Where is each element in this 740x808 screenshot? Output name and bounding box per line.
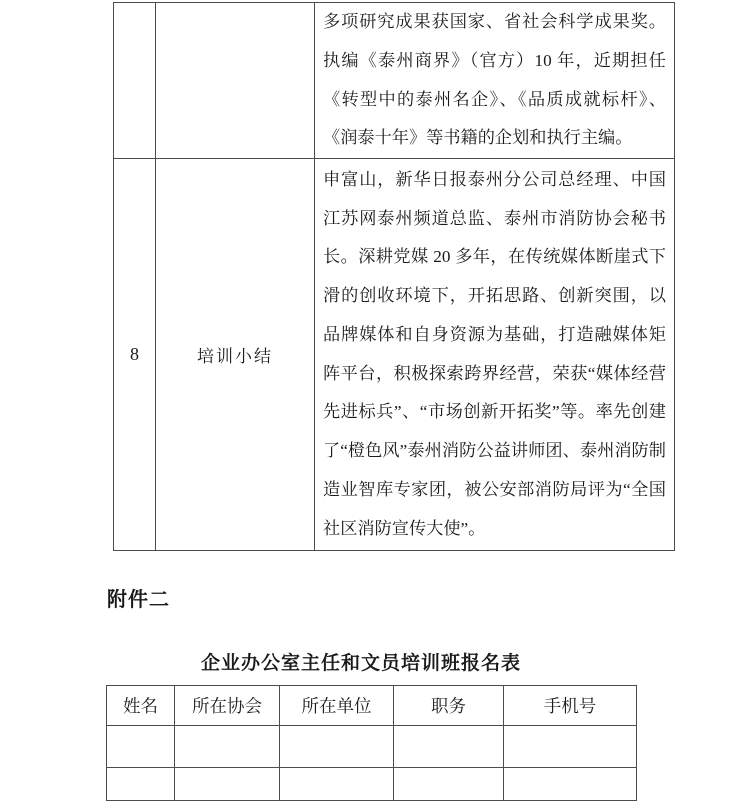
table-row-continued [114,3,675,159]
form-header-row [107,686,637,726]
row-label-cell [156,3,315,159]
training-agenda-table [113,2,675,551]
row-content-cell: 申富山，新华日报泰州分公司总经理、中国江苏网泰州频道总监、泰州市消防协会秘书长。深耕党媒 20 多年，在传统媒体断崖式下滑的创收环境下，开拓思路、创新突围，以品牌媒体和自身资源为基础，打造融媒体矩阵平台，积极探索跨界经营，荣获“媒体经营先进标兵”、“市场创新开拓奖”等。率先创建了“橙色风”泰州消防公益讲师团、泰州消防制造业智库专家团，被公安部消防局评为“全国社区消防宣传大使”。 [315,159,675,551]
registration-form-table [106,685,637,801]
form-header-name: 姓名 [107,686,175,726]
form-header-association: 所在协会 [175,686,280,726]
row-content-cell: 多项研究成果获国家、省社会科学成果奖。执编《泰州商界》（官方）10 年，近期担任《转型中的泰州名企》、《品质成就标杆》、《润泰十年》等书籍的企划和执行主编。 [315,3,675,159]
empty-cell [280,768,394,801]
empty-cell [280,726,394,768]
empty-cell [504,726,637,768]
empty-cell [504,768,637,801]
empty-cell [107,726,175,768]
empty-cell [175,726,280,768]
form-header-position: 职务 [394,686,504,726]
row-number-cell [114,3,156,159]
form-empty-row [107,726,637,768]
row-label-cell: 培训小结 [156,159,315,551]
empty-cell [394,726,504,768]
attachment-heading: 附件二 [107,589,170,611]
form-title: 企业办公室主任和文员培训班报名表 [200,653,521,674]
empty-cell [107,768,175,801]
form-header-mobile: 手机号 [504,686,637,726]
form-header-unit: 所在单位 [280,686,394,726]
empty-cell [175,768,280,801]
table-row-8 [114,159,675,551]
row-number-cell: 8 [114,159,156,551]
form-empty-row [107,768,637,801]
empty-cell [394,768,504,801]
